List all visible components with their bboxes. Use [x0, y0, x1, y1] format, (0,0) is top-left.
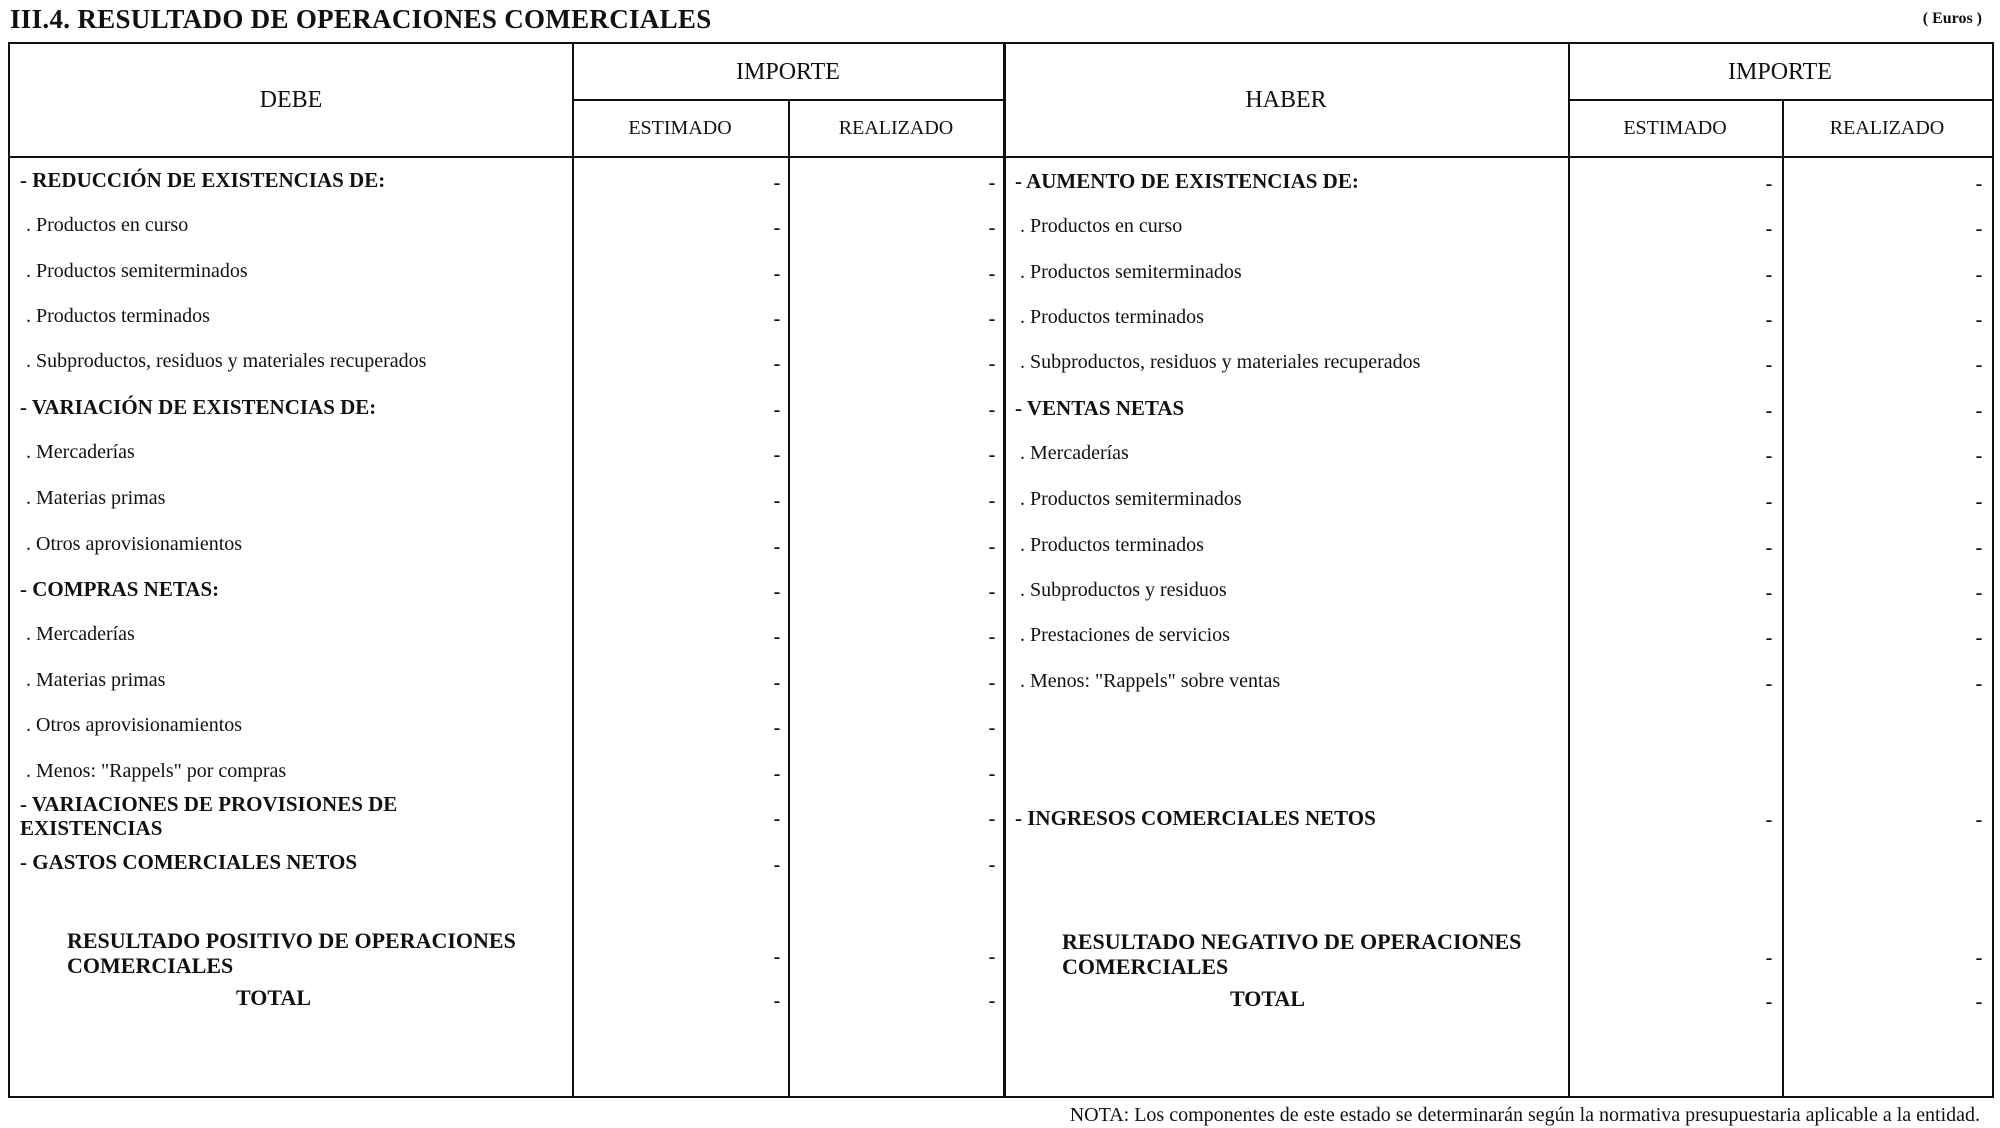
haber-row-label: - VENTAS NETAS — [1015, 396, 1185, 420]
debe-realizado-value: - — [988, 353, 996, 375]
debe-realizado-value: - — [988, 581, 996, 603]
haber-row-label: . Productos semiterminados — [1020, 488, 1242, 510]
haber-estimado-value: - — [1765, 445, 1773, 467]
debe-realizado-value: - — [988, 990, 996, 1012]
debe-estimado-value: - — [773, 490, 781, 512]
footnote: NOTA: Los componentes de este estado se determinarán según la normativa presupuestaria aplicable a la entidad. — [1069, 1104, 1980, 1126]
debe-row-label: . Menos: "Rappels" por compras — [26, 760, 287, 782]
haber-estimado-value: - — [1765, 491, 1773, 513]
debe-realizado-value: - — [988, 626, 996, 648]
debe-estimado-value: - — [773, 763, 781, 785]
debe-realizado-value: - — [988, 172, 996, 194]
haber-realizado-value: - — [1975, 445, 1983, 467]
debe-row-label: . Otros aprovisionamientos — [26, 714, 243, 736]
debe-row-label: - REDUCCIÓN DE EXISTENCIAS DE: — [20, 168, 386, 192]
haber-estimado-value: - — [1765, 537, 1773, 559]
haber-realizado-header: REALIZADO — [1829, 116, 1945, 139]
haber-estimado-value: - — [1765, 627, 1773, 649]
haber-label-divider — [1568, 44, 1570, 1096]
debe-estimado-value: - — [773, 444, 781, 466]
debe-realizado-value: - — [988, 399, 996, 421]
debe-realizado-value: - — [988, 763, 996, 785]
debe-label-divider — [572, 44, 574, 1096]
haber-realizado-value: - — [1975, 218, 1983, 240]
haber-estimado-value: - — [1765, 809, 1773, 831]
haber-row-label: . Productos en curso — [1020, 215, 1183, 237]
debe-realizado-value: - — [988, 946, 996, 968]
haber-row-label: . Menos: "Rappels" sobre ventas — [1020, 670, 1281, 692]
debe-realizado-value: - — [988, 717, 996, 739]
debe-estimado-value: - — [773, 808, 781, 830]
haber-estimado-value: - — [1765, 173, 1773, 195]
debe-row-label: - VARIACIÓN DE EXISTENCIAS DE: — [20, 395, 377, 419]
haber-realizado-value: - — [1975, 173, 1983, 195]
haber-estimado-value: - — [1765, 309, 1773, 331]
debe-estimado-value: - — [773, 672, 781, 694]
haber-value-divider — [1782, 100, 1784, 1096]
haber-row-label: . Mercaderías — [1020, 442, 1129, 464]
debe-row-label: . Productos terminados — [26, 305, 210, 327]
haber-importe-header: IMPORTE — [1728, 58, 1832, 85]
haber-realizado-value: - — [1975, 309, 1983, 331]
haber-realizado-value: - — [1975, 354, 1983, 376]
haber-realizado-value: - — [1975, 809, 1983, 831]
debe-estimado-value: - — [773, 990, 781, 1012]
haber-estimado-value: - — [1765, 673, 1773, 695]
haber-estimado-value: - — [1765, 991, 1773, 1013]
haber-estimado-value: - — [1765, 400, 1773, 422]
haber-estimado-value: - — [1765, 218, 1773, 240]
haber-result-label: RESULTADO NEGATIVO DE OPERACIONES COMERCIALES — [1062, 929, 1522, 979]
debe-row-label: . Productos en curso — [26, 214, 189, 236]
header-bottom-line — [10, 156, 1992, 158]
debe-estimado-value: - — [773, 536, 781, 558]
haber-row-label: . Productos semiterminados — [1020, 261, 1242, 283]
debe-realizado-value: - — [988, 808, 996, 830]
debe-row-label: . Otros aprovisionamientos — [26, 533, 243, 555]
debe-row-label: - COMPRAS NETAS: — [20, 577, 220, 601]
debe-estimado-value: - — [773, 353, 781, 375]
haber-realizado-value: - — [1975, 673, 1983, 695]
debe-estimado-value: - — [773, 217, 781, 239]
side-divider — [1003, 44, 1006, 1096]
haber-row-label: . Prestaciones de servicios — [1020, 624, 1230, 646]
debe-realizado-value: - — [988, 490, 996, 512]
debe-row-label: . Subproductos, residuos y materiales recuperados — [26, 350, 427, 372]
debe-header: DEBE — [259, 86, 323, 113]
haber-estimado-header: ESTIMADO — [1623, 116, 1727, 139]
haber-realizado-value: - — [1975, 400, 1983, 422]
haber-row-label: . Subproductos y residuos — [1020, 579, 1227, 601]
haber-estimado-value: - — [1765, 264, 1773, 286]
debe-row-label: - GASTOS COMERCIALES NETOS — [20, 850, 358, 874]
haber-estimado-value: - — [1765, 354, 1773, 376]
debe-realizado-value: - — [988, 672, 996, 694]
haber-estimado-value: - — [1765, 582, 1773, 604]
debe-estimado-value: - — [773, 626, 781, 648]
debe-realizado-header: REALIZADO — [838, 116, 954, 139]
debe-value-divider — [788, 100, 790, 1096]
haber-header: HABER — [1245, 86, 1327, 113]
debe-row-label: . Mercaderías — [26, 623, 135, 645]
haber-importe-underline — [1568, 99, 1992, 101]
debe-result-label: RESULTADO POSITIVO DE OPERACIONES COMERCIALES — [67, 928, 516, 978]
debe-estimado-value: - — [773, 581, 781, 603]
haber-estimado-value: - — [1765, 947, 1773, 969]
haber-realizado-value: - — [1975, 264, 1983, 286]
debe-estimado-value: - — [773, 717, 781, 739]
debe-row-label: . Materias primas — [26, 487, 166, 509]
haber-realizado-value: - — [1975, 947, 1983, 969]
debe-estimado-value: - — [773, 308, 781, 330]
debe-estimado-value: - — [773, 399, 781, 421]
haber-row-label: . Productos terminados — [1020, 306, 1204, 328]
haber-row-label: . Productos terminados — [1020, 534, 1204, 556]
haber-realizado-value: - — [1975, 582, 1983, 604]
debe-realizado-value: - — [988, 444, 996, 466]
haber-realizado-value: - — [1975, 627, 1983, 649]
currency-units: ( Euros ) — [1922, 10, 1982, 27]
debe-estimado-value: - — [773, 854, 781, 876]
debe-realizado-value: - — [988, 217, 996, 239]
haber-row-label: - INGRESOS COMERCIALES NETOS — [1015, 806, 1376, 830]
debe-estimado-header: ESTIMADO — [628, 116, 732, 139]
debe-realizado-value: - — [988, 308, 996, 330]
haber-row-label: - AUMENTO DE EXISTENCIAS DE: — [1015, 169, 1359, 193]
debe-importe-header: IMPORTE — [736, 58, 840, 85]
page-title: III.4. RESULTADO DE OPERACIONES COMERCIALES — [10, 4, 712, 34]
debe-estimado-value: - — [773, 946, 781, 968]
debe-estimado-value: - — [773, 172, 781, 194]
debe-realizado-value: - — [988, 536, 996, 558]
haber-realizado-value: - — [1975, 537, 1983, 559]
debe-row-label: - VARIACIONES DE PROVISIONES DE EXISTENCIAS — [20, 792, 398, 840]
debe-row-label: . Materias primas — [26, 669, 166, 691]
debe-estimado-value: - — [773, 263, 781, 285]
debe-row-label: . Mercaderías — [26, 441, 135, 463]
haber-total-label: TOTAL — [1230, 986, 1305, 1011]
debe-row-label: . Productos semiterminados — [26, 260, 248, 282]
haber-row-label: . Subproductos, residuos y materiales recuperados — [1020, 351, 1421, 373]
results-table — [8, 42, 1994, 1098]
haber-realizado-value: - — [1975, 991, 1983, 1013]
debe-realizado-value: - — [988, 854, 996, 876]
haber-realizado-value: - — [1975, 491, 1983, 513]
debe-realizado-value: - — [988, 263, 996, 285]
debe-total-label: TOTAL — [236, 985, 311, 1010]
